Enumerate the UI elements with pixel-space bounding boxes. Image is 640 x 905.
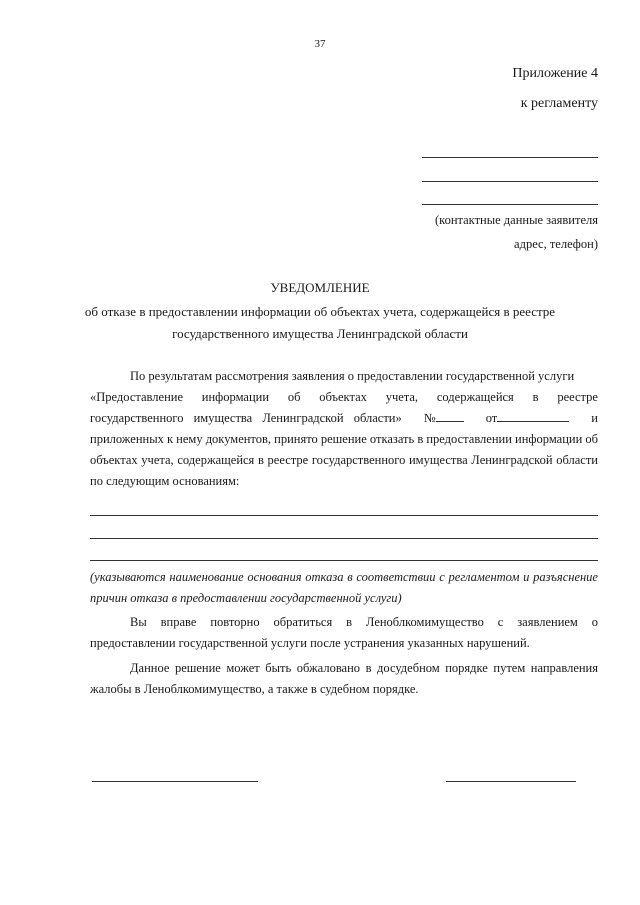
- paragraph-3: Данное решение может быть обжаловано в досудебном порядке путем направления жалобы в Леноблкомимущество, а также в судебном порядке.: [90, 661, 598, 696]
- paragraph-1-line-3-text: государственного имущества Ленинградской области»: [90, 411, 402, 425]
- paragraph-1-line-2-word: учета,: [385, 390, 419, 404]
- signature-position-line: [92, 781, 258, 782]
- paragraph-1-rest: приложенных к нему документов, принято решение отказать в предоставлении информации об объектах учета, содержащейся в реестре государственного имущества Ленинградской области по следующим основаниям:: [90, 432, 598, 488]
- application-number: [424, 408, 464, 429]
- contact-line-1: [422, 157, 598, 158]
- paragraph-1-line-3: [90, 408, 598, 429]
- paragraph-1-line-2-word: реестре: [557, 390, 598, 404]
- paragraph-1-line-2: [90, 387, 598, 408]
- contacts-caption-line-2: адрес, телефон): [514, 237, 598, 251]
- application-number-blank: [436, 409, 464, 422]
- application-date: [486, 408, 570, 429]
- paragraph-1-line-2-word: объектах: [319, 390, 367, 404]
- paragraph-1-line-2-word: информации: [201, 390, 270, 404]
- contacts-caption: [435, 208, 598, 256]
- document-subtitle-line-1: об отказе в предоставлении информации об объектах учета, содержащейся в реестре: [84, 304, 556, 319]
- paragraph-1-line-2-word: об: [287, 390, 301, 404]
- paragraph-1: [90, 366, 598, 492]
- date-label: от: [485, 411, 498, 425]
- number-sign: №: [423, 411, 436, 425]
- reason-line-3: [90, 560, 598, 561]
- signature-name-line: [446, 781, 576, 782]
- contact-line-2: [422, 181, 598, 182]
- reason-line-1: [90, 515, 598, 516]
- document-title: УВЕДОМЛЕНИЕ: [270, 280, 370, 295]
- contacts-caption-line-1: (контактные данные заявителя: [434, 213, 598, 227]
- paragraph-1-line-2-word: «Предоставление: [90, 390, 183, 404]
- reglament-label: к регламенту: [520, 96, 598, 111]
- reason-line-2: [90, 538, 598, 539]
- refusal-reason-hint: (указываются наименование основания отказа в соответствии с регламентом и разъяснение причин отказа в предоставлении государственной услуги): [90, 570, 598, 605]
- appendix-label: Приложение 4: [512, 66, 598, 81]
- conjunction-and: и: [591, 411, 598, 425]
- paragraph-1-line-2-word: содержащейся: [436, 390, 514, 404]
- contact-line-3: [422, 204, 598, 205]
- paragraph-2: Вы вправе повторно обратиться в Леноблкомимущество с заявлением о предоставлении государственной услуги после устранения указанных нарушений.: [90, 615, 598, 650]
- paragraph-1-line-1: По результатам рассмотрения заявления о предоставлении государственной услуги: [130, 369, 575, 383]
- paragraph-1-line-2-word: в: [532, 390, 539, 404]
- application-date-blank: [497, 409, 569, 422]
- document-subtitle-line-2: государственного имущества Ленинградской области: [172, 326, 468, 341]
- page-number: 37: [314, 38, 326, 50]
